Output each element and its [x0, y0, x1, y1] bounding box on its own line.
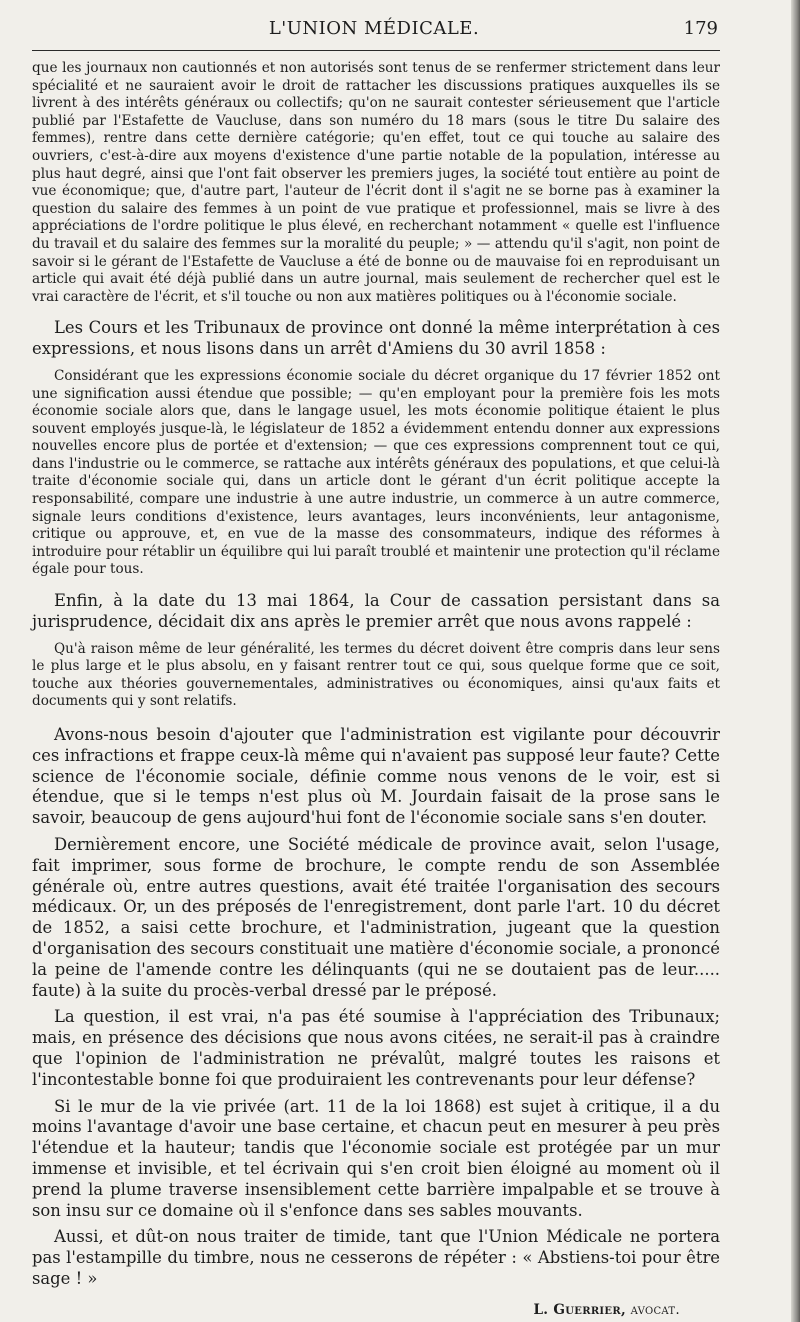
- author-signature: [32, 1302, 720, 1318]
- quote-arret-amiens: Considérant que les expressions économie sociale du décret organique du 17 février 1852 ont une signification aussi étendue que possible; — qu'en employant pour la première fois les mots économie sociale alors que, dans le langage usuel, les mots économie politique étaient le plus souvent employés jusque-là, le législateur de 1852 a évidemment entendu donner aux expressions nouvelles encore plus de portée et d'extension; — que ces expressions comprennent tout ce qui, dans l'industrie ou le commerce, se rattache aux intérêts généraux des populations, et que celui-là traite d'économie sociale qui, dans un article dont le gérant d'un écrit politique accepte la responsabilité, compare une industrie à une autre industrie, un commerce à un autre commerce, signale leurs conditions d'existence, leurs avantages, leurs inconvénients, leur antagonisme, critique ou approuve, et, en vue de la masse des consommateurs, indique des réformes à introduire pour rétablir un équilibre qui lui paraît troublé et maintenir une protection qu'il réclame égale pour tous.: [32, 367, 720, 578]
- quote-cassation: Qu'à raison même de leur généralité, les termes du décret doivent être compris dans leur sens le plus large et le plus absolu, en y faisant rentrer tout ce qui, sous quelque forme que ce soit, touche aux théories gouvernementales, administratives ou économiques, ainsi qu'aux faits et documents qui y sont relatifs.: [32, 640, 720, 710]
- paragraph-question-tribunaux: La question, il est vrai, n'a pas été soumise à l'appréciation des Tribunaux; mais, en présence des décisions que nous avons citées, ne serait-il pas à craindre que l'opinion de l'administration ne prévalût, malgré toutes les raisons et l'incontestable bonne foi que produiraient les contrevenants pour leur défense?: [32, 1007, 720, 1089]
- article-body: [32, 60, 720, 1318]
- paragraph-mur-vie-privee: Si le mur de la vie privée (art. 11 de la loi 1868) est sujet à critique, il a du moins l'avantage d'avoir une base certaine, et chacun peut en mesurer à peu près l'étendue et la hauteur; tandis que l'économie sociale est protégée par un mur immense et invisible, et tel écrivain qui s'en croit bien éloigné au moment où il prend la plume traverse insensiblement cette barrière impalpable et se trouve à son insu sur ce domaine où il s'enfonce dans ses sables mouvants.: [32, 1096, 720, 1220]
- paragraph-continuation: que les journaux non cautionnés et non autorisés sont tenus de se renfermer strictement dans leur spécialité et ne sauraient avoir le droit de rattacher les discussions pratiques auxquelles ils se livrent à des intérêts généraux ou collectifs; qu'on ne saurait contester sérieusement que l'article publié par l'Estafette de Vaucluse, dans son numéro du 18 mars (sous le titre Du salaire des femmes), rentre dans cette dernière catégorie; qu'en effet, tout ce qui touche au salaire des ouvriers, c'est-à-dire aux moyens d'existence d'une partie notable de la population, intéresse au plus haut degré, ainsi que l'ont fait observer les premiers juges, la société tout entière au point de vue économique; que, d'autre part, l'auteur de l'écrit dont il s'agit ne se borne pas à examiner la question du salaire des femmes à un point de vue pratique et professionnel, mais se livre à des appréciations de l'ordre politique le plus élevé, en recherchant notamment « quelle est l'influence du travail et du salaire des femmes sur la moralité du peuple; » — attendu qu'il s'agit, non point de savoir si le gérant de l'Estafette de Vaucluse a été de bonne ou de mauvaise foi en reproduisant un article qui avait été déjà publié dans un autre journal, mais seulement de rechercher quel est le vrai caractère de l'écrit, et s'il touche ou non aux matières politiques ou à l'économie sociale.: [32, 60, 720, 305]
- author-title: avocat.: [625, 1301, 680, 1318]
- paragraph-societe-medicale: Dernièrement encore, une Société médicale de province avait, selon l'usage, fait imprimer, sous forme de brochure, le compte rendu de son Assemblée générale où, entre autres questions, avait été traitée l'organisation des secours médicaux. Or, un des préposés de l'enregistrement, dont parle l'art. 10 du décret de 1852, a saisi cette brochure, et l'administration, jugeant que la question d'organisation des secours constituait une matière d'économie sociale, a prononcé la peine de l'amende contre les délinquants (qui ne se doutaient pas de leur..... faute) à la suite du procès-verbal dressé par le préposé.: [32, 834, 720, 1000]
- paragraph-administration: Avons-nous besoin d'ajouter que l'administration est vigilante pour découvrir ces infractions et frappe ceux-là même qui n'avaient pas supposé leur faute? Cette science de l'économie sociale, définie comme nous venons de le voir, est si étendue, que si le temps n'est plus où M. Jourdain faisait de la prose sans le savoir, beaucoup de gens aujourd'hui font de l'économie sociale sans s'en douter.: [32, 725, 720, 828]
- book-spine-shadow: [791, 0, 800, 1322]
- page-number: 179: [683, 18, 718, 39]
- header-rule: [32, 50, 720, 51]
- running-title: L'UNION MÉDICALE.: [268, 18, 480, 39]
- paragraph-conclusion: Aussi, et dût-on nous traiter de timide, tant que l'Union Médicale ne portera pas l'estampille du timbre, nous ne cesserons de répéter : « Abstiens-toi pour être sage ! »: [32, 1227, 720, 1288]
- paragraph-cours-tribunaux: Les Cours et les Tribunaux de province ont donné la même interprétation à ces expressions, et nous lisons dans un arrêt d'Amiens du 30 avril 1858 :: [32, 318, 720, 359]
- author-name: L. Guerrier,: [533, 1301, 626, 1318]
- page-header: [30, 18, 718, 44]
- paragraph-cassation: Enfin, à la date du 13 mai 1864, la Cour de cassation persistant dans sa jurisprudence, décidait dix ans après le premier arrêt que nous avons rappelé :: [32, 591, 720, 631]
